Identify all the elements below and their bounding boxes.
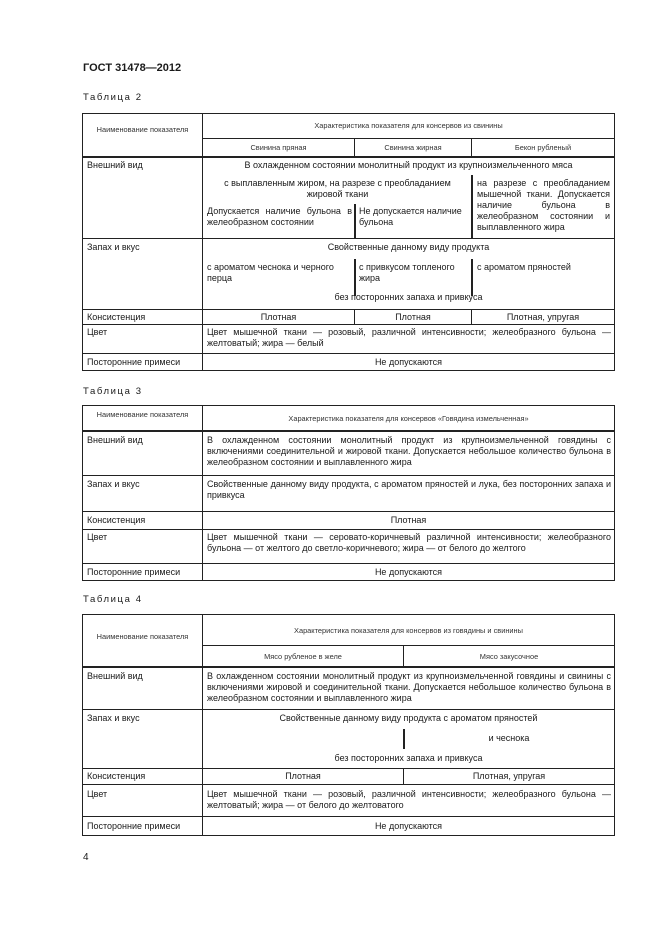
table-rule (82, 709, 615, 710)
cell: Плотная (390, 515, 427, 525)
table-rule (354, 309, 355, 324)
cell: В охлажденном состоянии монолитный продукт из крупноизмельченной говядины с включениями соединительной и жировой ткани. Допускается небольшое количество бульона в желеобразном состоянии и выплавленного жира (207, 435, 611, 467)
column-header-name: Наименование показателя (96, 125, 189, 134)
row-label: Внешний вид (87, 160, 143, 170)
row-label: Цвет (87, 532, 108, 542)
cell: Не допускаются (374, 357, 443, 367)
table-rule (82, 768, 615, 769)
table-4-caption: Таблица 4 (83, 594, 143, 605)
row-label: Внешний вид (87, 671, 143, 681)
row-label: Запах и вкус (87, 479, 140, 489)
table-rule (471, 259, 473, 296)
cell: Плотная (260, 312, 297, 322)
cell: с ароматом пряностей (477, 262, 571, 272)
cell: с привкусом топленого жира (359, 262, 455, 283)
column-header: Свинина жирная (384, 143, 442, 152)
cell: без посторонних запаха и привкуса (334, 753, 483, 763)
table-rule (82, 238, 615, 239)
row-label: Консистенция (87, 312, 146, 322)
cell: Свойственные данному виду продукта (327, 242, 490, 252)
table-2-caption: Таблица 2 (83, 92, 143, 103)
column-header: Мясо рубленое в желе (264, 652, 342, 661)
table-rule (82, 324, 615, 325)
cell: Плотная, упругая (506, 312, 580, 322)
row-label: Цвет (87, 327, 108, 337)
cell: Цвет мышечной ткани — розовый, различной интенсивности; желеобразного бульона — желтоватый; жира — от белого до желтоватого (207, 789, 611, 810)
table-rule (202, 645, 615, 646)
cell: В охлажденном состоянии монолитный продукт из крупноизмельченной говядины и свинины с включениями жировой и соединительной ткани. Допускается небольшое количество бульона в желеобразном состоянии и выплавленного жира (207, 671, 611, 703)
row-label: Внешний вид (87, 435, 143, 445)
cell: и чеснока (488, 733, 530, 743)
table-rule (471, 309, 472, 324)
column-header: Свинина пряная (250, 143, 307, 152)
table-rule (354, 204, 356, 238)
table-rule (403, 729, 405, 749)
cell: Плотная, упругая (472, 771, 546, 781)
cell: на разрезе с преобладанием мышечной ткани. Допускается наличие бульона в желеобразном состоянии и выплавленного жира (477, 178, 610, 232)
row-label: Консистенция (87, 771, 146, 781)
cell: Плотная (395, 312, 431, 322)
table-rule (82, 430, 615, 432)
cell: с выплавленным жиром, на разрезе с преобладанием жировой ткани (224, 178, 451, 199)
column-group-header: Характеристика показателя для консервов из свинины (314, 121, 503, 130)
cell: Не допускаются (374, 821, 443, 831)
table-rule (202, 138, 615, 139)
column-header-name: Наименование показателя (96, 410, 189, 419)
column-header-name: Наименование показателя (96, 632, 189, 641)
cell: Не допускаются (374, 567, 443, 577)
cell: Плотная (285, 771, 321, 781)
table-rule (82, 563, 615, 564)
cell: Цвет мышечной ткани — розовый, различной интенсивности; желеобразного бульона — желтоватый; жира — белый (207, 327, 611, 348)
row-label: Запах и вкус (87, 713, 140, 723)
table-rule (82, 353, 615, 354)
column-header: Мясо закусочное (479, 652, 539, 661)
column-group-header: Характеристика показателя для консервов «Говядина измельченная» (288, 414, 529, 423)
table-rule (82, 475, 615, 476)
row-label: Консистенция (87, 515, 146, 525)
table-rule (202, 614, 203, 836)
cell: с ароматом чеснока и черного перца (207, 262, 334, 283)
cell: Свойственные данному виду продукта с ароматом пряностей (279, 713, 538, 723)
table-rule (354, 259, 356, 296)
table-rule (82, 816, 615, 817)
table-rule (471, 175, 473, 238)
cell: В охлажденном состоянии монолитный продукт из крупноизмельченного мяса (244, 160, 573, 170)
document-header: ГОСТ 31478—2012 (83, 62, 182, 74)
cell: Цвет мышечной ткани — серовато-коричневый различной интенсивности; желеобразного бульона — от желтого до светло-коричневого; жира — от белого до желтого (207, 532, 611, 553)
table-rule (82, 784, 615, 785)
table-rule (82, 309, 615, 310)
row-label: Посторонние примеси (87, 567, 181, 577)
cell: без посторонних запаха и привкуса (334, 292, 483, 302)
table-rule (82, 666, 615, 668)
table-3-caption: Таблица 3 (83, 386, 143, 397)
row-label: Цвет (87, 789, 108, 799)
cell: Допускается наличие бульона в желеобразном состоянии (207, 206, 352, 227)
row-label: Посторонние примеси (87, 357, 181, 367)
cell: Свойственные данному виду продукта, с ароматом пряностей и лука, без посторонних запаха и привкуса (207, 479, 611, 500)
cell: Не допускается наличие бульона (359, 206, 462, 227)
column-group-header: Характеристика показателя для консервов из говядины и свинины (294, 626, 523, 635)
table-rule (82, 529, 615, 530)
table-rule (403, 768, 404, 784)
row-label: Посторонние примеси (87, 821, 181, 831)
table-rule (82, 511, 615, 512)
row-label: Запах и вкус (87, 242, 140, 252)
table-rule (82, 156, 615, 158)
page-number: 4 (83, 852, 89, 863)
column-header: Бекон рубленый (514, 143, 572, 152)
